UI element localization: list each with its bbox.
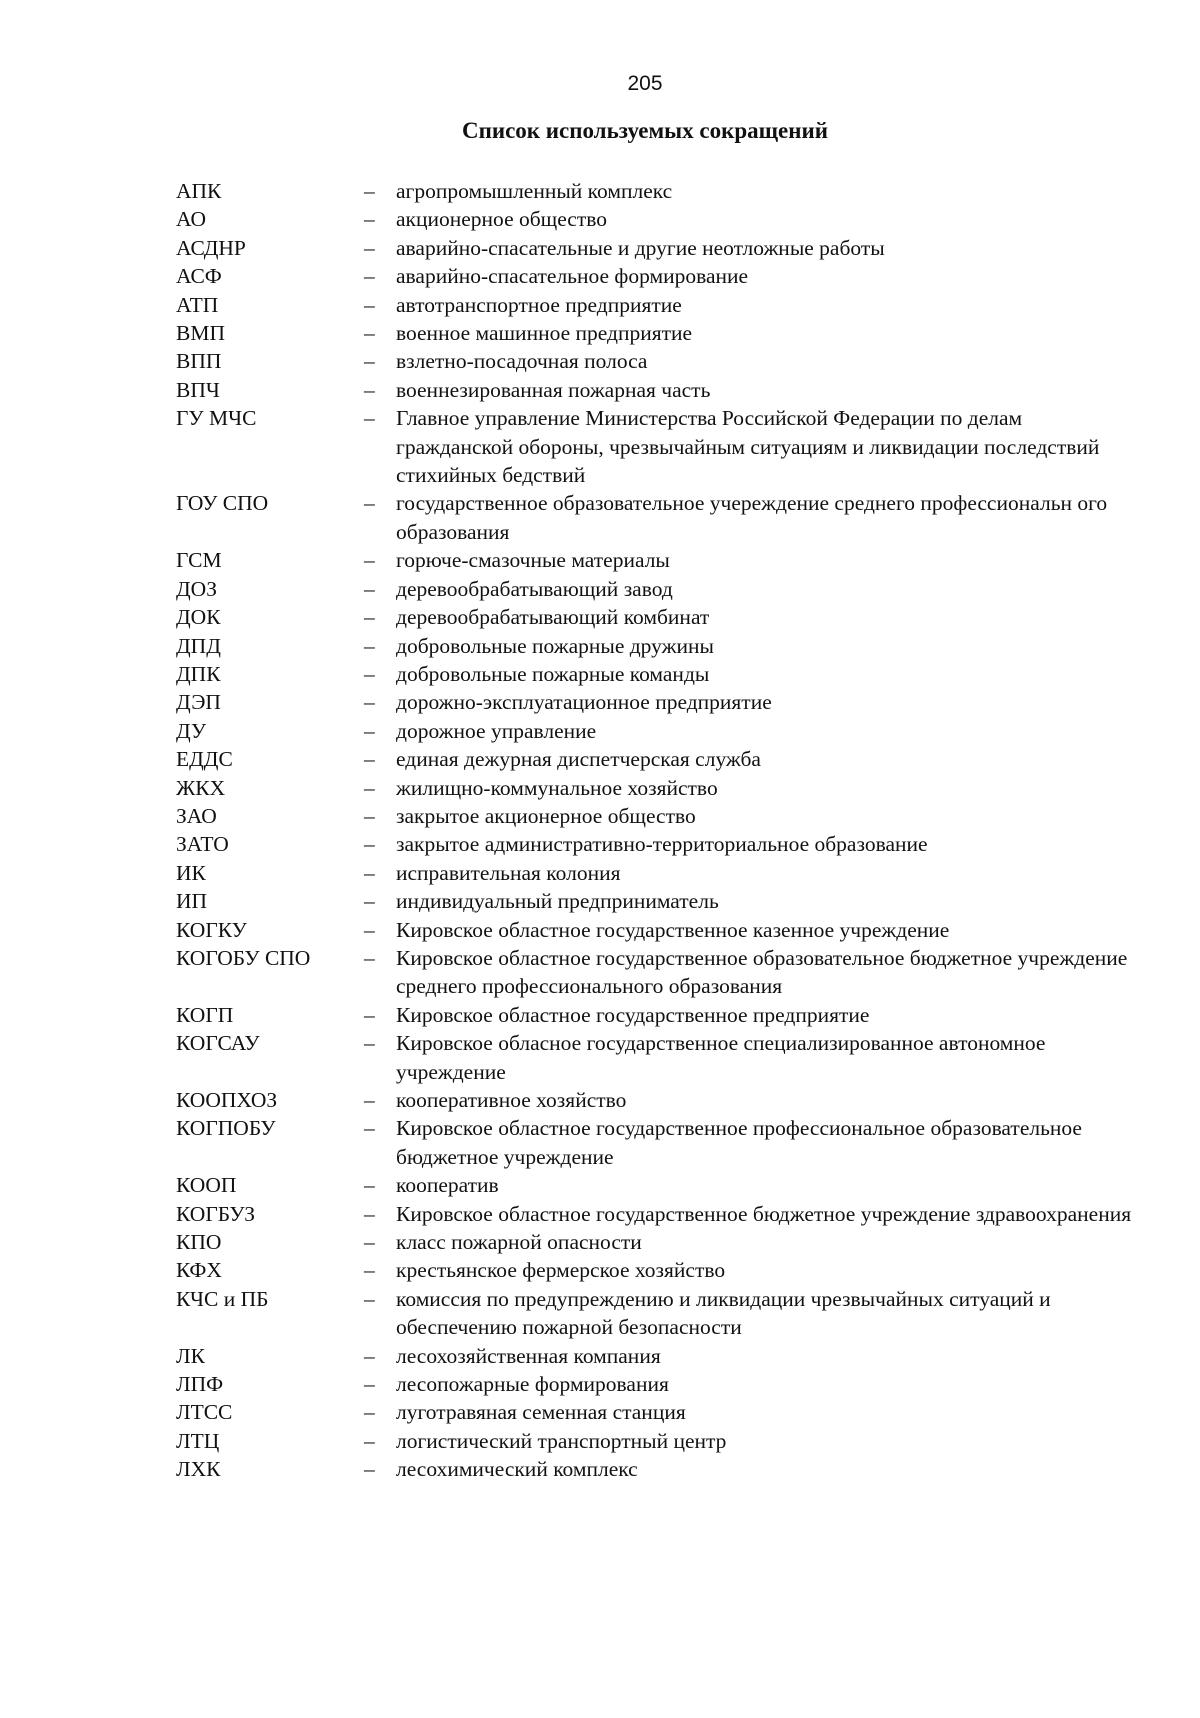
abbreviation-definition: Кировское областное государственное бюджетное учреждение здравоохранения: [396, 1201, 1132, 1226]
abbreviation-row: [176, 1370, 1136, 1398]
abbreviation-term: КООП: [176, 1173, 237, 1198]
abbreviation-definition: лесохимический комплекс: [396, 1457, 638, 1482]
abbreviation-row: [176, 1285, 1136, 1342]
abbreviation-dash: –: [364, 349, 375, 374]
abbreviation-row: [176, 944, 1136, 1001]
abbreviation-term: КОГПОБУ: [176, 1116, 276, 1141]
abbreviation-row: [176, 575, 1136, 603]
abbreviation-dash: –: [364, 1201, 375, 1226]
abbreviation-term: КОГБУЗ: [176, 1201, 256, 1226]
abbreviation-term: КОГОБУ СПО: [176, 945, 311, 970]
abbreviation-term: ДУ: [176, 718, 207, 743]
abbreviation-term: АТП: [176, 292, 219, 317]
abbreviation-row: [176, 291, 1136, 319]
abbreviation-row: [176, 1398, 1136, 1426]
abbreviation-term: КОГСАУ: [176, 1031, 260, 1056]
abbreviation-dash: –: [364, 1002, 375, 1027]
abbreviation-definition: закрытое акционерное общество: [396, 803, 696, 828]
abbreviation-term: ЕДДС: [176, 747, 233, 772]
abbreviation-dash: –: [364, 661, 375, 686]
abbreviation-dash: –: [364, 1286, 375, 1311]
abbreviation-definition: индивидуальный предприниматель: [396, 889, 719, 914]
abbreviation-term: ДОК: [176, 605, 221, 630]
abbreviation-definition: Кировское областное государственное предприятие: [396, 1002, 870, 1027]
abbreviation-definition: крестьянское фермерское хозяйство: [396, 1258, 726, 1283]
abbreviation-row: [176, 1427, 1136, 1455]
abbreviation-term: ГУ МЧС: [176, 406, 257, 431]
abbreviation-row: [176, 774, 1136, 802]
abbreviation-row: [176, 1455, 1136, 1483]
abbreviation-row: [176, 887, 1136, 915]
abbreviation-definition: лесопожарные формирования: [396, 1372, 669, 1397]
abbreviation-dash: –: [364, 605, 375, 630]
abbreviation-dash: –: [364, 1230, 375, 1255]
abbreviation-dash: –: [364, 321, 375, 346]
abbreviation-term: ЛТЦ: [176, 1428, 220, 1453]
abbreviation-term: АПК: [176, 179, 222, 203]
abbreviation-dash: –: [364, 1088, 375, 1112]
abbreviation-term: ЛПФ: [176, 1372, 224, 1397]
abbreviation-dash: –: [364, 860, 375, 885]
abbreviation-dash: –: [364, 1457, 375, 1482]
abbreviation-term: ВМП: [176, 321, 225, 346]
abbreviation-definition: логистический транспортный центр: [396, 1428, 727, 1453]
abbreviation-row: [176, 546, 1136, 574]
abbreviation-dash: –: [364, 264, 375, 289]
abbreviation-row: [176, 717, 1136, 745]
abbreviation-definition: автотранспортное предприятие: [396, 292, 682, 317]
abbreviation-row: [176, 319, 1136, 347]
abbreviation-term: ДОЗ: [176, 576, 217, 601]
page-title: Список используемых сокращений: [461, 118, 829, 143]
abbreviation-definition: государственное образовательное учереждение среднего профессиональн ого образования: [396, 491, 1108, 544]
abbreviation-row: [176, 1029, 1136, 1086]
abbreviation-definition: агропромышленный комплекс: [396, 179, 673, 203]
abbreviation-definition: Кировское областное государственное профессиональное образовательное бюджетное учреждение: [396, 1116, 1082, 1169]
abbreviation-term: КЧС и ПБ: [176, 1286, 269, 1311]
abbreviation-definition: деревообрабатывающий завод: [396, 576, 673, 601]
abbreviation-row: [176, 1228, 1136, 1256]
abbreviation-term: АО: [176, 207, 206, 232]
abbreviation-dash: –: [364, 1031, 375, 1056]
abbreviation-term: ВПЧ: [176, 377, 220, 402]
abbreviation-row: [176, 376, 1136, 404]
abbreviation-definition: аварийно-спасательное формирование: [396, 264, 749, 289]
abbreviation-term: КООПХОЗ: [176, 1088, 278, 1112]
abbreviation-term: ЛТСС: [176, 1400, 233, 1425]
abbreviation-dash: –: [364, 917, 375, 942]
abbreviation-row: [176, 347, 1136, 375]
abbreviation-term: ИП: [176, 889, 208, 914]
abbreviation-row: [176, 688, 1136, 716]
abbreviation-row: [176, 859, 1136, 887]
abbreviation-row: [176, 1171, 1136, 1199]
abbreviation-definition: лесохозяйственная компания: [396, 1343, 661, 1368]
abbreviation-definition: Кировское областное государственное казенное учреждение: [396, 917, 950, 942]
abbreviation-dash: –: [364, 1428, 375, 1453]
abbreviation-dash: –: [364, 491, 375, 516]
abbreviation-definition: исправительная колония: [396, 860, 621, 885]
abbreviation-dash: –: [364, 1372, 375, 1397]
abbreviation-row: [176, 177, 1136, 205]
abbreviation-term: ЛХК: [176, 1457, 221, 1482]
abbreviation-definition: кооперативное хозяйство: [396, 1088, 627, 1112]
abbreviation-definition: жилищно-коммунальное хозяйство: [396, 775, 718, 800]
abbreviation-row: [176, 1086, 1136, 1114]
abbreviation-definition: дорожно-эксплуатационное предприятие: [396, 690, 772, 715]
abbreviation-term: КОГП: [176, 1002, 234, 1027]
page-number: 205: [627, 72, 663, 95]
abbreviation-dash: –: [364, 718, 375, 743]
abbreviation-dash: –: [364, 1258, 375, 1283]
abbreviation-row: [176, 262, 1136, 290]
abbreviation-dash: –: [364, 945, 375, 970]
abbreviation-definition: добровольные пожарные дружины: [396, 633, 714, 658]
abbreviation-dash: –: [364, 548, 375, 573]
abbreviation-row: [176, 660, 1136, 688]
abbreviation-dash: –: [364, 377, 375, 402]
abbreviation-dash: –: [364, 832, 375, 857]
abbreviation-definition: аварийно-спасательные и другие неотложные работы: [396, 235, 885, 260]
abbreviation-term: ДПК: [176, 661, 221, 686]
abbreviation-dash: –: [364, 690, 375, 715]
abbreviation-definition: Кировское обласное государственное специализированное автономное учреждение: [396, 1031, 1046, 1084]
abbreviation-dash: –: [364, 747, 375, 772]
abbreviation-dash: –: [364, 406, 375, 431]
abbreviation-definition: комиссия по предупреждению и ликвидации чрезвычайных ситуаций и обеспечению пожарной безопасности: [396, 1286, 1051, 1340]
abbreviation-definition: взлетно-посадочная полоса: [396, 349, 648, 374]
abbreviation-definition: кооператив: [396, 1173, 499, 1198]
abbreviation-term: ЖКХ: [176, 775, 226, 800]
abbreviation-dash: –: [364, 207, 375, 232]
abbreviation-row: [176, 830, 1136, 858]
abbreviation-term: АСФ: [176, 264, 222, 289]
abbreviation-definition: Главное управление Министерства Российской Федерации по делам гражданской обороны, чрезвычайным ситуациям и ликвидации последствий стихийных бедствий: [396, 406, 1100, 488]
abbreviation-row: [176, 745, 1136, 773]
abbreviation-term: ДПД: [176, 633, 221, 658]
abbreviation-term: АСДНР: [176, 235, 246, 260]
abbreviation-dash: –: [364, 633, 375, 658]
abbreviation-term: ГСМ: [176, 548, 222, 573]
abbreviation-row: [176, 234, 1136, 262]
abbreviation-row: [176, 1001, 1136, 1029]
abbreviation-dash: –: [364, 292, 375, 317]
abbreviation-dash: –: [364, 179, 375, 203]
abbreviation-dash: –: [364, 235, 375, 260]
abbreviation-term: ЗАТО: [176, 832, 229, 857]
abbreviation-definition: деревообрабатывающий комбинат: [396, 605, 710, 630]
abbreviation-dash: –: [364, 775, 375, 800]
abbreviation-dash: –: [364, 1343, 375, 1368]
abbreviation-dash: –: [364, 889, 375, 914]
abbreviation-row: [176, 404, 1136, 489]
abbreviation-term: ГОУ СПО: [176, 491, 269, 516]
abbreviation-definition: единая дежурная диспетчерская служба: [396, 747, 761, 772]
abbreviation-term: КПО: [176, 1230, 222, 1255]
abbreviation-row: [176, 1114, 1136, 1171]
abbreviation-term: ЛК: [176, 1343, 205, 1368]
abbreviation-definition: добровольные пожарные команды: [396, 661, 710, 686]
abbreviation-row: [176, 1256, 1136, 1284]
abbreviation-definition: луготравяная семенная станция: [396, 1400, 686, 1425]
abbreviation-dash: –: [364, 803, 375, 828]
abbreviation-row: [176, 603, 1136, 631]
abbreviation-definition: класс пожарной опасности: [396, 1230, 642, 1255]
abbreviation-row: [176, 632, 1136, 660]
abbreviation-definition: акционерное общество: [396, 207, 608, 232]
abbreviation-term: ИК: [176, 860, 206, 885]
abbreviation-term: ВПП: [176, 349, 222, 374]
abbreviation-definition: военное машинное предприятие: [396, 321, 693, 346]
abbreviation-list: [176, 177, 1136, 1484]
abbreviation-row: [176, 916, 1136, 944]
abbreviation-dash: –: [364, 1400, 375, 1425]
abbreviation-term: КФХ: [176, 1258, 222, 1283]
abbreviation-dash: –: [364, 1116, 375, 1141]
abbreviation-definition: закрытое административно-территориальное образование: [396, 832, 928, 857]
abbreviation-definition: Кировское областное государственное образовательное бюджетное учреждение среднего профессионального образования: [396, 945, 1128, 999]
abbreviation-definition: горюче-смазочные материалы: [396, 548, 670, 573]
abbreviation-dash: –: [364, 1173, 375, 1198]
abbreviation-row: [176, 205, 1136, 233]
abbreviation-term: ДЭП: [176, 690, 221, 715]
abbreviation-definition: дорожное управление: [396, 718, 597, 743]
abbreviation-dash: –: [364, 576, 375, 601]
abbreviation-row: [176, 489, 1136, 546]
abbreviation-row: [176, 1200, 1136, 1228]
abbreviation-row: [176, 802, 1136, 830]
abbreviation-row: [176, 1342, 1136, 1370]
abbreviation-term: КОГКУ: [176, 917, 247, 942]
abbreviation-term: ЗАО: [176, 803, 217, 828]
abbreviation-definition: военнезированная пожарная часть: [396, 377, 711, 402]
